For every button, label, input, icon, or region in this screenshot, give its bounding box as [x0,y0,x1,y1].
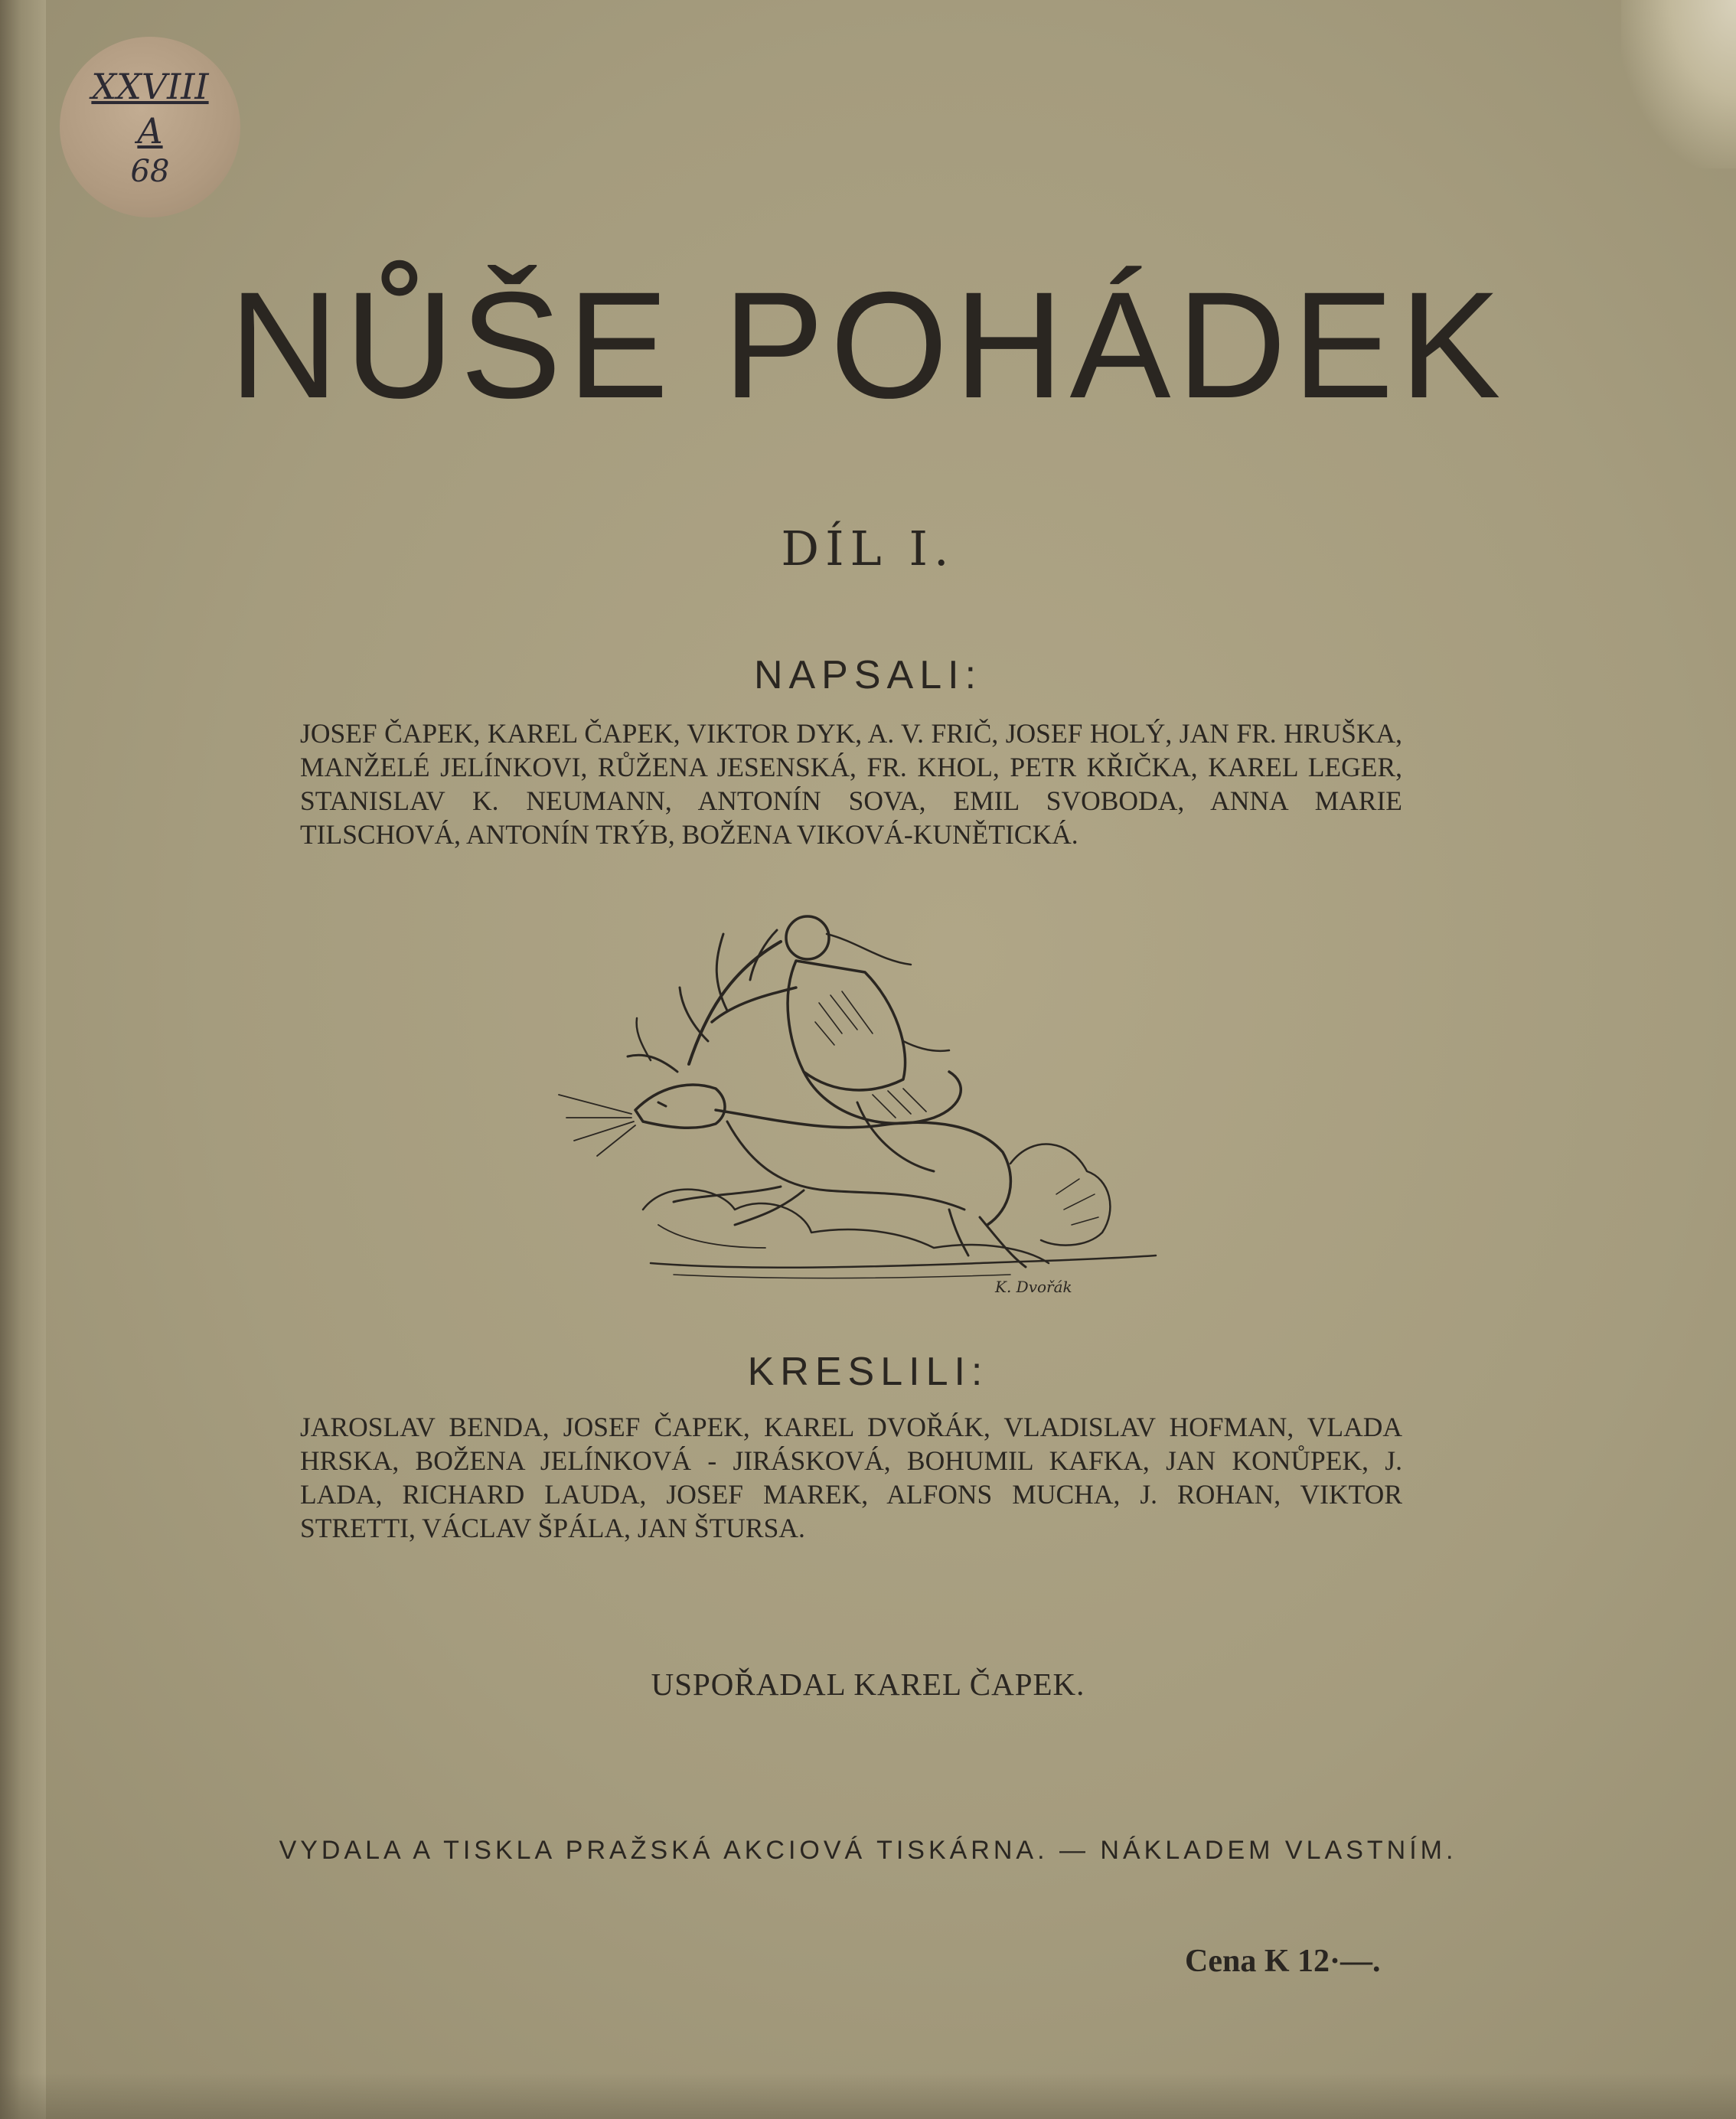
artist-signature: K. Dvořák [995,1278,1072,1296]
library-stamp [60,37,240,217]
book-title: NŮŠE POHÁDEK [229,260,1507,429]
price-label: Cena K 12·—. [1185,1944,1381,1979]
worn-bottom-edge [0,2073,1736,2119]
rider-on-deer-illustration [551,888,1163,1301]
illustrators-heading: KRESLILI: [747,1350,989,1394]
publisher-line: VYDALA A TISKLA PRAŽSKÁ AKCIOVÁ TISKÁRNA. — NÁKLADEM VLASTNÍM. [279,1836,1457,1865]
stamp-shelf-mark: XXVIII [91,66,209,107]
stamp-number: 68 [130,154,170,189]
authors-list: JOSEF ČAPEK, KAREL ČAPEK, VIKTOR DYK, A. V. FRIČ, JOSEF HOLÝ, JAN FR. HRUŠKA, MANŽELÉ JELÍNKOVI, RŮŽENA JESENSKÁ, FR. KHOL, PETR KŘIČKA, KAREL LEGER, STANISLAV K. NEUMANN, ANTONÍN SOVA, EMIL SVOBODA, ANNA MARIE TILSCHOVÁ, ANTONÍN TRÝB, BOŽENA VIKOVÁ-KUNĚTICKÁ. [300,718,1402,850]
authors-heading: NAPSALI: [753,653,983,697]
editor-line: USPOŘADAL KAREL ČAPEK. [651,1667,1085,1702]
volume-label: DÍL I. [781,521,955,576]
torn-corner [1621,0,1736,168]
stamp-letter: A [137,110,163,152]
illustrators-list: JAROSLAV BENDA, JOSEF ČAPEK, KAREL DVOŘÁK, VLADISLAV HOFMAN, VLADA HRSKA, BOŽENA JELÍNKOVÁ - JIRÁSKOVÁ, BOHUMIL KAFKA, JAN KONŮPEK, J. LADA, RICHARD LAUDA, JOSEF MAREK, ALFONS MUCHA, J. ROHAN, VIKTOR STRETTI, VÁCLAV ŠPÁLA, JAN ŠTURSA. [300,1412,1402,1543]
